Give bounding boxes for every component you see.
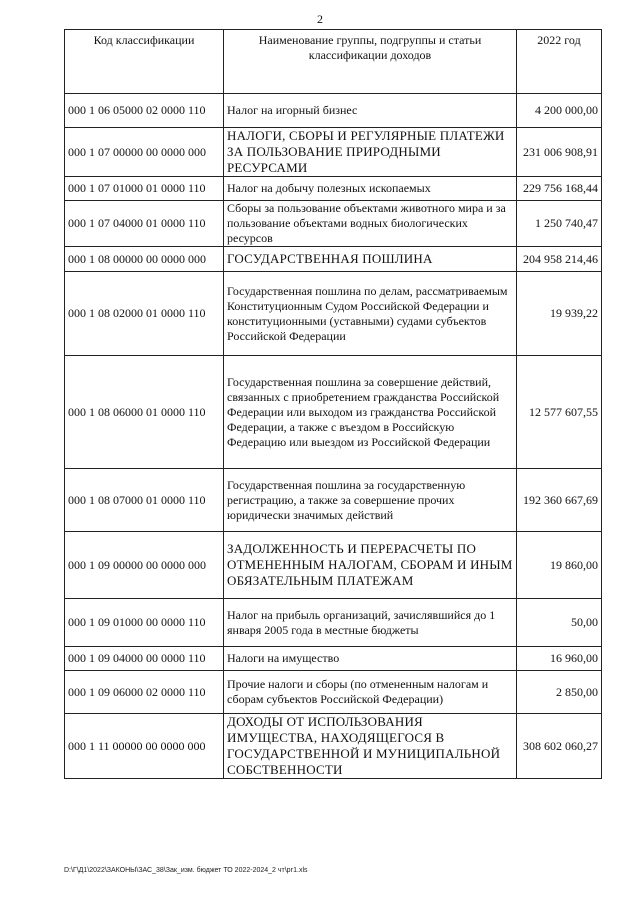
page-number: 2: [317, 12, 323, 26]
row-name: Налоги на имущество: [224, 647, 517, 671]
row-code: 000 1 06 05000 02 0000 110: [65, 94, 224, 128]
row-name: Государственная пошлина за государственную регистрацию, а также за совершение прочих юридически значимых действий: [224, 469, 517, 532]
row-code: 000 1 09 00000 00 0000 000: [65, 532, 224, 599]
row-name: ДОХОДЫ ОТ ИСПОЛЬЗОВАНИЯ ИМУЩЕСТВА, НАХОДЯЩЕГОСЯ В ГОСУДАРСТВЕННОЙ И МУНИЦИПАЛЬНОЙ СОБСТВЕННОСТИ: [224, 714, 517, 779]
row-code: 000 1 07 01000 01 0000 110: [65, 177, 224, 201]
row-name: ГОСУДАРСТВЕННАЯ ПОШЛИНА: [224, 247, 517, 272]
row-amount: 308 602 060,27: [517, 714, 602, 779]
file-path-footer: D:\Г\Д1\2022\ЗАКОНЫ\ЗАС_38\Зак_изм. бюджет ТО 2022-2024_2 чт\рг1.xls: [64, 867, 308, 874]
row-name: Налог на прибыль организаций, зачислявшийся до 1 января 2005 года в местные бюджеты: [224, 599, 517, 647]
row-code: 000 1 08 06000 01 0000 110: [65, 356, 224, 469]
row-amount: 19 860,00: [517, 532, 602, 599]
table-row: [65, 532, 602, 599]
table-row: [65, 247, 602, 272]
row-amount: 2 850,00: [517, 671, 602, 714]
row-amount: 1 250 740,47: [517, 201, 602, 247]
header-code: Код классификации: [65, 30, 224, 94]
table-row: [65, 356, 602, 469]
table-row: [65, 177, 602, 201]
table-row: [65, 714, 602, 779]
row-code: 000 1 08 00000 00 0000 000: [65, 247, 224, 272]
row-code: 000 1 09 06000 02 0000 110: [65, 671, 224, 714]
row-code: 000 1 09 04000 00 0000 110: [65, 647, 224, 671]
table-row: [65, 272, 602, 356]
row-name: Сборы за пользование объектами животного мира и за пользование объектами водных биологических ресурсов: [224, 201, 517, 247]
row-code: 000 1 07 04000 01 0000 110: [65, 201, 224, 247]
header-name: Наименование группы, подгруппы и статьи классификации доходов: [224, 30, 517, 94]
row-name: Государственная пошлина по делам, рассматриваемым Конституционным Судом Российской Федерации и конституционными (уставными) судами субъектов Российской Федерации: [224, 272, 517, 356]
table-row: [65, 201, 602, 247]
table-row: [65, 599, 602, 647]
header-amount: 2022 год: [517, 30, 602, 94]
row-name: Налог на добычу полезных ископаемых: [224, 177, 517, 201]
row-amount: 229 756 168,44: [517, 177, 602, 201]
row-amount: 4 200 000,00: [517, 94, 602, 128]
table-row: [65, 94, 602, 128]
revenue-table: [64, 29, 602, 779]
table-row: [65, 469, 602, 532]
table-row: [65, 671, 602, 714]
row-name: Налог на игорный бизнес: [224, 94, 517, 128]
row-amount: 50,00: [517, 599, 602, 647]
row-code: 000 1 11 00000 00 0000 000: [65, 714, 224, 779]
row-amount: 12 577 607,55: [517, 356, 602, 469]
row-name: НАЛОГИ, СБОРЫ И РЕГУЛЯРНЫЕ ПЛАТЕЖИ ЗА ПОЛЬЗОВАНИЕ ПРИРОДНЫМИ РЕСУРСАМИ: [224, 128, 517, 177]
row-name: Государственная пошлина за совершение действий, связанных с приобретением гражданства Российской Федерации или выходом из гражданства Российской Федерации, а также с въездом в Российскую Федерацию или выездом из Российской Федерации: [224, 356, 517, 469]
row-name: Прочие налоги и сборы (по отмененным налогам и сборам субъектов Российской Федерации): [224, 671, 517, 714]
table-row: [65, 128, 602, 177]
table-header-row: [65, 30, 602, 94]
row-amount: 192 360 667,69: [517, 469, 602, 532]
row-code: 000 1 09 01000 00 0000 110: [65, 599, 224, 647]
row-amount: 19 939,22: [517, 272, 602, 356]
table-row: [65, 647, 602, 671]
row-amount: 231 006 908,91: [517, 128, 602, 177]
row-code: 000 1 08 02000 01 0000 110: [65, 272, 224, 356]
row-code: 000 1 08 07000 01 0000 110: [65, 469, 224, 532]
row-code: 000 1 07 00000 00 0000 000: [65, 128, 224, 177]
row-amount: 204 958 214,46: [517, 247, 602, 272]
row-amount: 16 960,00: [517, 647, 602, 671]
row-name: ЗАДОЛЖЕННОСТЬ И ПЕРЕРАСЧЕТЫ ПО ОТМЕНЕННЫМ НАЛОГАМ, СБОРАМ И ИНЫМ ОБЯЗАТЕЛЬНЫМ ПЛАТЕЖАМ: [224, 532, 517, 599]
